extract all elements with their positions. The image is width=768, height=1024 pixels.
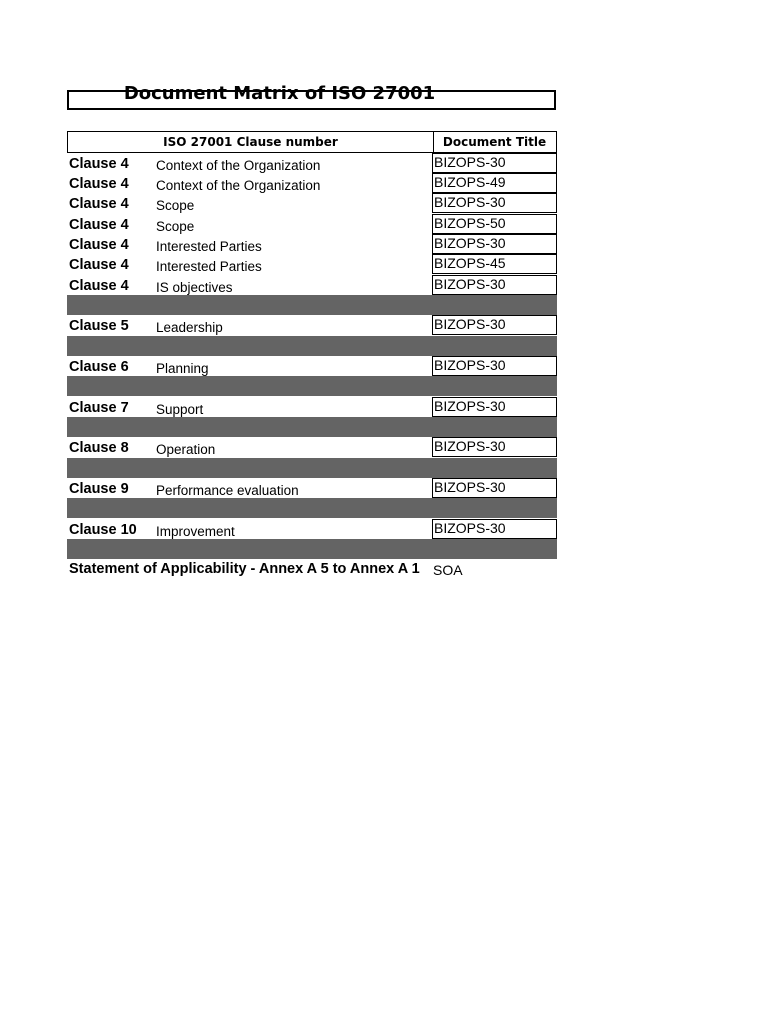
separator-bar: [67, 376, 557, 396]
description-cell: Planning: [156, 361, 209, 376]
header-clause-number: ISO 27001 Clause number: [68, 132, 434, 152]
description-cell: Interested Parties: [156, 259, 262, 274]
clause-cell: Clause 6: [69, 359, 129, 375]
clause-cell: Clause 5: [69, 318, 129, 334]
description-cell: Support: [156, 402, 204, 417]
document-cell: BIZOPS-30: [432, 153, 557, 173]
document-cell: BIZOPS-30: [432, 234, 557, 254]
table-row: [67, 173, 557, 193]
table-header: [67, 131, 557, 153]
separator-bar: [67, 498, 557, 518]
description-cell: Improvement: [156, 524, 235, 539]
description-cell: IS objectives: [156, 280, 233, 295]
document-cell: BIZOPS-30: [432, 478, 557, 498]
clause-cell: Clause 7: [69, 400, 129, 416]
separator-bar: [67, 458, 557, 478]
clause-cell: Clause 8: [69, 440, 129, 456]
document-cell: BIZOPS-45: [432, 254, 557, 274]
clause-cell: Clause 4: [69, 156, 129, 172]
document-cell: BIZOPS-30: [432, 356, 557, 376]
clause-cell: Clause 4: [69, 176, 129, 192]
document-cell: BIZOPS-30: [432, 397, 557, 417]
description-cell: Scope: [156, 198, 195, 213]
document-title: [67, 83, 556, 110]
clause-cell: Clause 4: [69, 196, 129, 212]
clause-cell: Clause 9: [69, 481, 129, 497]
table-row: [67, 519, 557, 539]
soa-document: SOA: [433, 562, 463, 578]
clause-cell: Clause 4: [69, 217, 129, 233]
separator-bar: [67, 417, 557, 437]
table-row: [67, 234, 557, 254]
clause-cell: Clause 4: [69, 278, 129, 294]
description-cell: Leadership: [156, 320, 223, 335]
description-cell: Performance evaluation: [156, 483, 299, 498]
description-cell: Context of the Organization: [156, 158, 321, 173]
table-row: [67, 153, 557, 173]
document-cell: BIZOPS-30: [432, 193, 557, 213]
description-cell: Context of the Organization: [156, 178, 321, 193]
document-cell: BIZOPS-30: [432, 315, 557, 335]
document-cell: BIZOPS-30: [432, 519, 557, 539]
table-row: [67, 397, 557, 417]
document-cell: BIZOPS-30: [432, 437, 557, 457]
table-row: [67, 356, 557, 376]
description-cell: Operation: [156, 442, 216, 457]
clause-cell: Clause 4: [69, 257, 129, 273]
table-row: [67, 214, 557, 234]
description-cell: Interested Parties: [156, 239, 262, 254]
table-row: [67, 275, 557, 295]
table-row: [67, 315, 557, 335]
document-cell: BIZOPS-30: [432, 275, 557, 295]
table-row: [67, 254, 557, 274]
separator-bar: [67, 336, 557, 356]
separator-bar: [67, 539, 557, 559]
document-cell: BIZOPS-50: [432, 214, 557, 234]
table-row: [67, 478, 557, 498]
clause-cell: Clause 4: [69, 237, 129, 253]
clause-cell: Clause 10: [69, 522, 137, 538]
document-cell: BIZOPS-49: [432, 173, 557, 193]
header-document-title: Document Title: [442, 135, 547, 149]
soa-label: Statement of Applicability - Annex A 5 to Annex A 1: [69, 561, 420, 577]
separator-bar: [67, 295, 557, 315]
table-row: [67, 437, 557, 457]
table-row: [67, 193, 557, 213]
description-cell: Scope: [156, 219, 195, 234]
title-text: Document Matrix of ISO 27001: [123, 83, 436, 104]
